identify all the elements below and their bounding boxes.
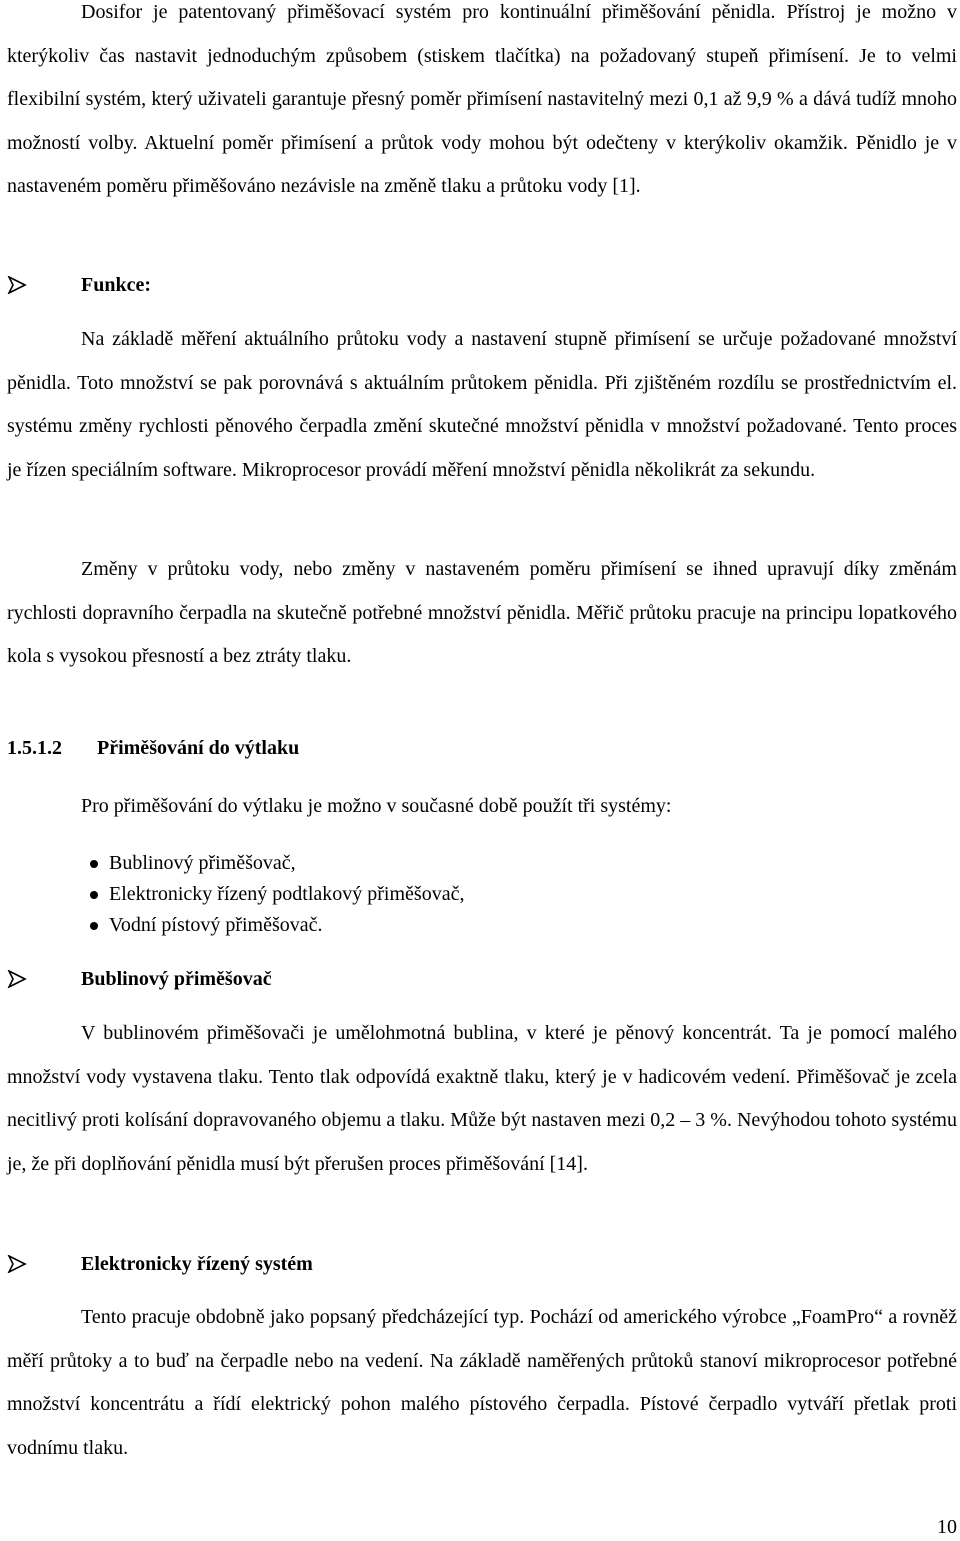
heading-elektronicky [7, 1244, 957, 1284]
list-item [7, 910, 957, 941]
paragraph-elektronicky: Tento pracuje obdobně jako popsaný předcházející typ. Pochází od amerického výrobce „FoamPro“ a rovněž měří průtoky a to buď na čerpadle nebo na vedení. Na základě naměřených průtoků stanoví mikroprocesor potřebné množství koncentrátu a řídí elektrický pohon malého pístového čerpadla. Pístové čerpadlo vytváří přetlak proti vodnímu tlaku. [7, 1306, 957, 1459]
section-heading [7, 728, 957, 768]
section-title: Přiměšování do výtlaku [97, 737, 300, 759]
paragraph-zmeny: Změny v průtoku vody, nebo změny v nastaveném poměru přimísení se ihned upravují díky změnám rychlosti dopravního čerpadla na skutečně potřebné množství pěnidla. Měřič průtoku pracuje na principu lopatkového kola s vysokou přesností a bez ztráty tlaku. [7, 558, 957, 667]
bullet-icon [7, 860, 109, 868]
paragraph-dosifor-intro: Dosifor je patentovaný přiměšovací systém pro kontinuální přiměšování pěnidla. Přístroj je možno v kterýkoliv čas nastavit jednoduchým způsobem (stiskem tlačítka) na požadovaný stupeň přimísení. Je to velmi flexibilní systém, který uživateli garantuje přesný poměr přimísení nastavitelný mezi 0,1 až 9,9 % a dává tudíž mnoho možností volby. Aktuelní poměr přimísení a průtok vody mohou být odečteny v kterýkoliv okamžik. Pěnidlo je v nastaveném poměru přiměšováno nezávisle na změně tlaku a průtoku vody [1]. [7, 1, 957, 197]
arrowhead-icon [7, 1244, 81, 1284]
list-item-label: Elektronicky řízený podtlakový přiměšovač, [109, 883, 465, 905]
paragraph-bublinovy: V bublinovém přiměšovači je umělohmotná bublina, v které je pěnový koncentrát. Ta je pomocí malého množství vody vystavena tlaku. Tento tlak odpovídá exaktně tlaku, který je v hadicovém vedení. Přiměšovač je zcela necitlivý proti kolísání dopravovaného objemu a tlaku. Může být nastaven mezi 0,2 – 3 %. Nevýhodou tohoto systému je, že při doplňování pěnidla musí být přerušen proces přiměšování [14]. [7, 1022, 957, 1175]
heading-elektronicky-label: Elektronicky řízený systém [81, 1252, 313, 1275]
arrowhead-icon [7, 959, 81, 999]
list-item [7, 848, 957, 879]
arrowhead-icon [7, 265, 81, 305]
heading-bublinovy-label: Bublinový přiměšovač [81, 967, 272, 990]
paragraph-systems-intro: Pro přiměšování do výtlaku je možno v současné době použít tři systémy: [81, 795, 672, 817]
list-item-label: Vodní pístový přiměšovač. [109, 914, 323, 936]
bullet-icon [7, 891, 109, 899]
list-item-label: Bublinový přiměšovač, [109, 852, 296, 874]
page-number: 10 [937, 1516, 957, 1538]
list-item [7, 879, 957, 910]
systems-list [7, 848, 957, 941]
heading-funkce-label: Funkce: [81, 273, 151, 296]
section-number: 1.5.1.2 [7, 737, 62, 759]
bullet-icon [7, 922, 109, 930]
paragraph-funkce: Na základě měření aktuálního průtoku vody a nastavení stupně přimísení se určuje požadované množství pěnidla. Toto množství se pak porovnává s aktuálním průtokem pěnidla. Při zjištěném rozdílu se prostřednictvím el. systému změny rychlosti pěnového čerpadla změní skutečné množství pěnidla v množství požadované. Tento proces je řízen speciálním software. Mikroprocesor provádí měření množství pěnidla několikrát za sekundu. [7, 328, 957, 481]
heading-bublinovy [7, 959, 957, 999]
heading-funkce [7, 265, 957, 305]
